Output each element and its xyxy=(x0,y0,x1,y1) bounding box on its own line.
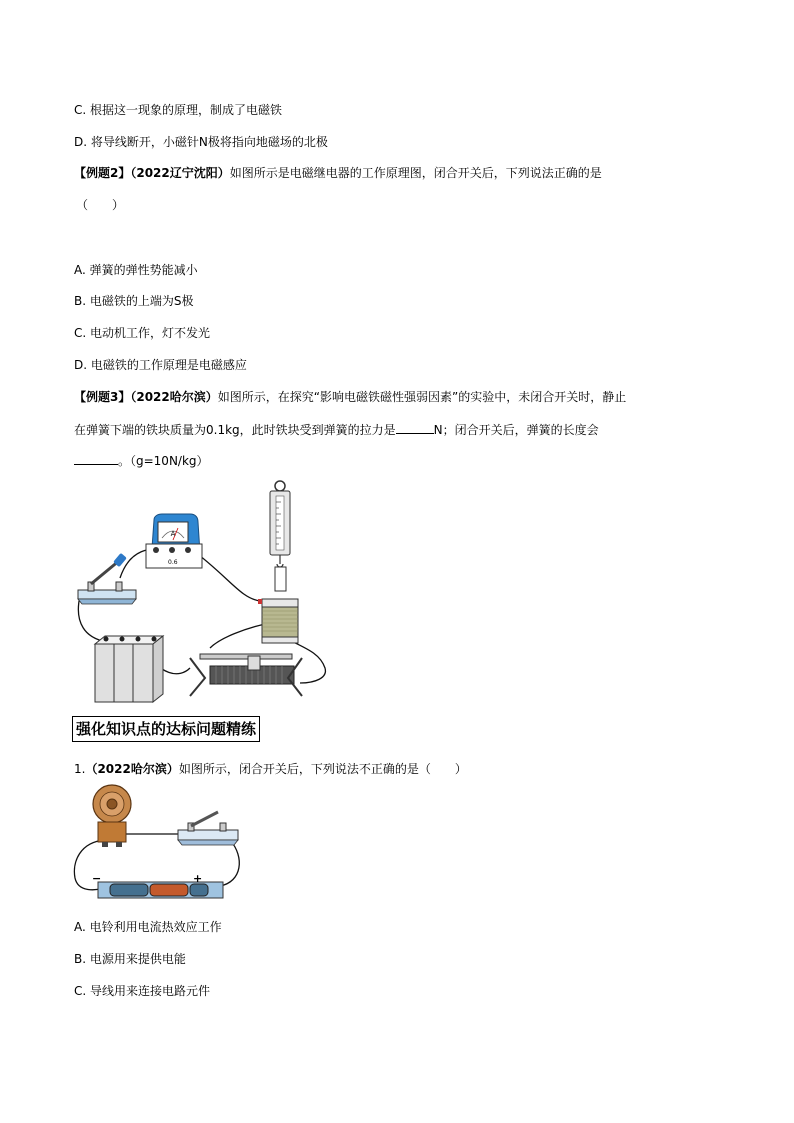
electric-bell-icon xyxy=(93,785,131,847)
example3-text1: 如图所示，在探究“影响电磁铁磁性强弱因素”的实验中，未闭合开关时，静止 xyxy=(217,390,627,404)
ammeter-scale: 0.6 xyxy=(168,559,178,566)
example2-source: （2022辽宁沈阳） xyxy=(130,166,230,180)
q1-question xyxy=(74,761,467,777)
example3-text3: 。（g=10N/kg） xyxy=(118,454,209,468)
q1-option-a: A. 电铃利用电流热效应工作 xyxy=(74,920,222,934)
rheostat-icon xyxy=(190,654,302,696)
example3-tag: 【例题3】 xyxy=(74,390,131,404)
electric-bell-circuit-figure xyxy=(70,782,250,904)
battery-minus: − xyxy=(92,872,102,885)
q1-text: 如图所示，闭合开关后，下列说法不正确的是（ ） xyxy=(178,762,467,776)
electromagnet-circuit-figure xyxy=(70,478,340,710)
example3-text2a: 在弹簧下端的铁块质量为0.1kg，此时铁块受到弹簧的拉力是 xyxy=(74,423,396,437)
ammeter-icon xyxy=(146,514,202,568)
knife-switch-icon xyxy=(178,812,238,845)
example2-option-c: C. 电动机工作，灯不发光 xyxy=(74,326,211,340)
example2-option-a: A. 弹簧的弹性势能减小 xyxy=(74,263,198,277)
answer-blank-1 xyxy=(396,421,434,434)
section-title: 强化知识点的达标问题精练 xyxy=(72,716,260,742)
battery-holder-icon xyxy=(92,872,223,898)
battery-plus: + xyxy=(193,872,203,885)
spring-scale-icon xyxy=(270,481,290,591)
ammeter-letter: A xyxy=(170,530,176,538)
example2-tag: 【例题2】 xyxy=(74,166,131,180)
example3-text2b: N；闭合开关后，弹簧的长度会 xyxy=(433,423,599,437)
option-d-top: D. 将导线断开，小磁针N极将指向地磁场的北极 xyxy=(74,135,328,149)
example3-source: （2022哈尔滨） xyxy=(130,390,218,404)
answer-blank-2 xyxy=(74,452,118,465)
q1-option-c: C. 导线用来连接电路元件 xyxy=(74,984,211,998)
electromagnet-coil-icon xyxy=(258,599,298,643)
battery-pack-icon xyxy=(95,636,163,702)
example2-option-d: D. 电磁铁的工作原理是电磁感应 xyxy=(74,358,247,372)
example3-line1 xyxy=(74,389,626,405)
switch-icon xyxy=(78,553,136,604)
example2-option-b: B. 电磁铁的上端为S极 xyxy=(74,294,194,308)
option-c-top: C. 根据这一现象的原理，制成了电磁铁 xyxy=(74,103,283,117)
example3-line2 xyxy=(74,421,599,438)
example3-line3 xyxy=(74,452,209,469)
q1-number: 1. xyxy=(74,762,86,776)
example2-text: 如图所示是电磁继电器的工作原理图，闭合开关后，下列说法正确的是 xyxy=(229,166,602,180)
q1-option-b: B. 电源用来提供电能 xyxy=(74,952,186,966)
example2-paren: （ ） xyxy=(76,198,125,212)
q1-source: （2022哈尔滨） xyxy=(85,762,179,776)
example2-question xyxy=(74,165,602,181)
